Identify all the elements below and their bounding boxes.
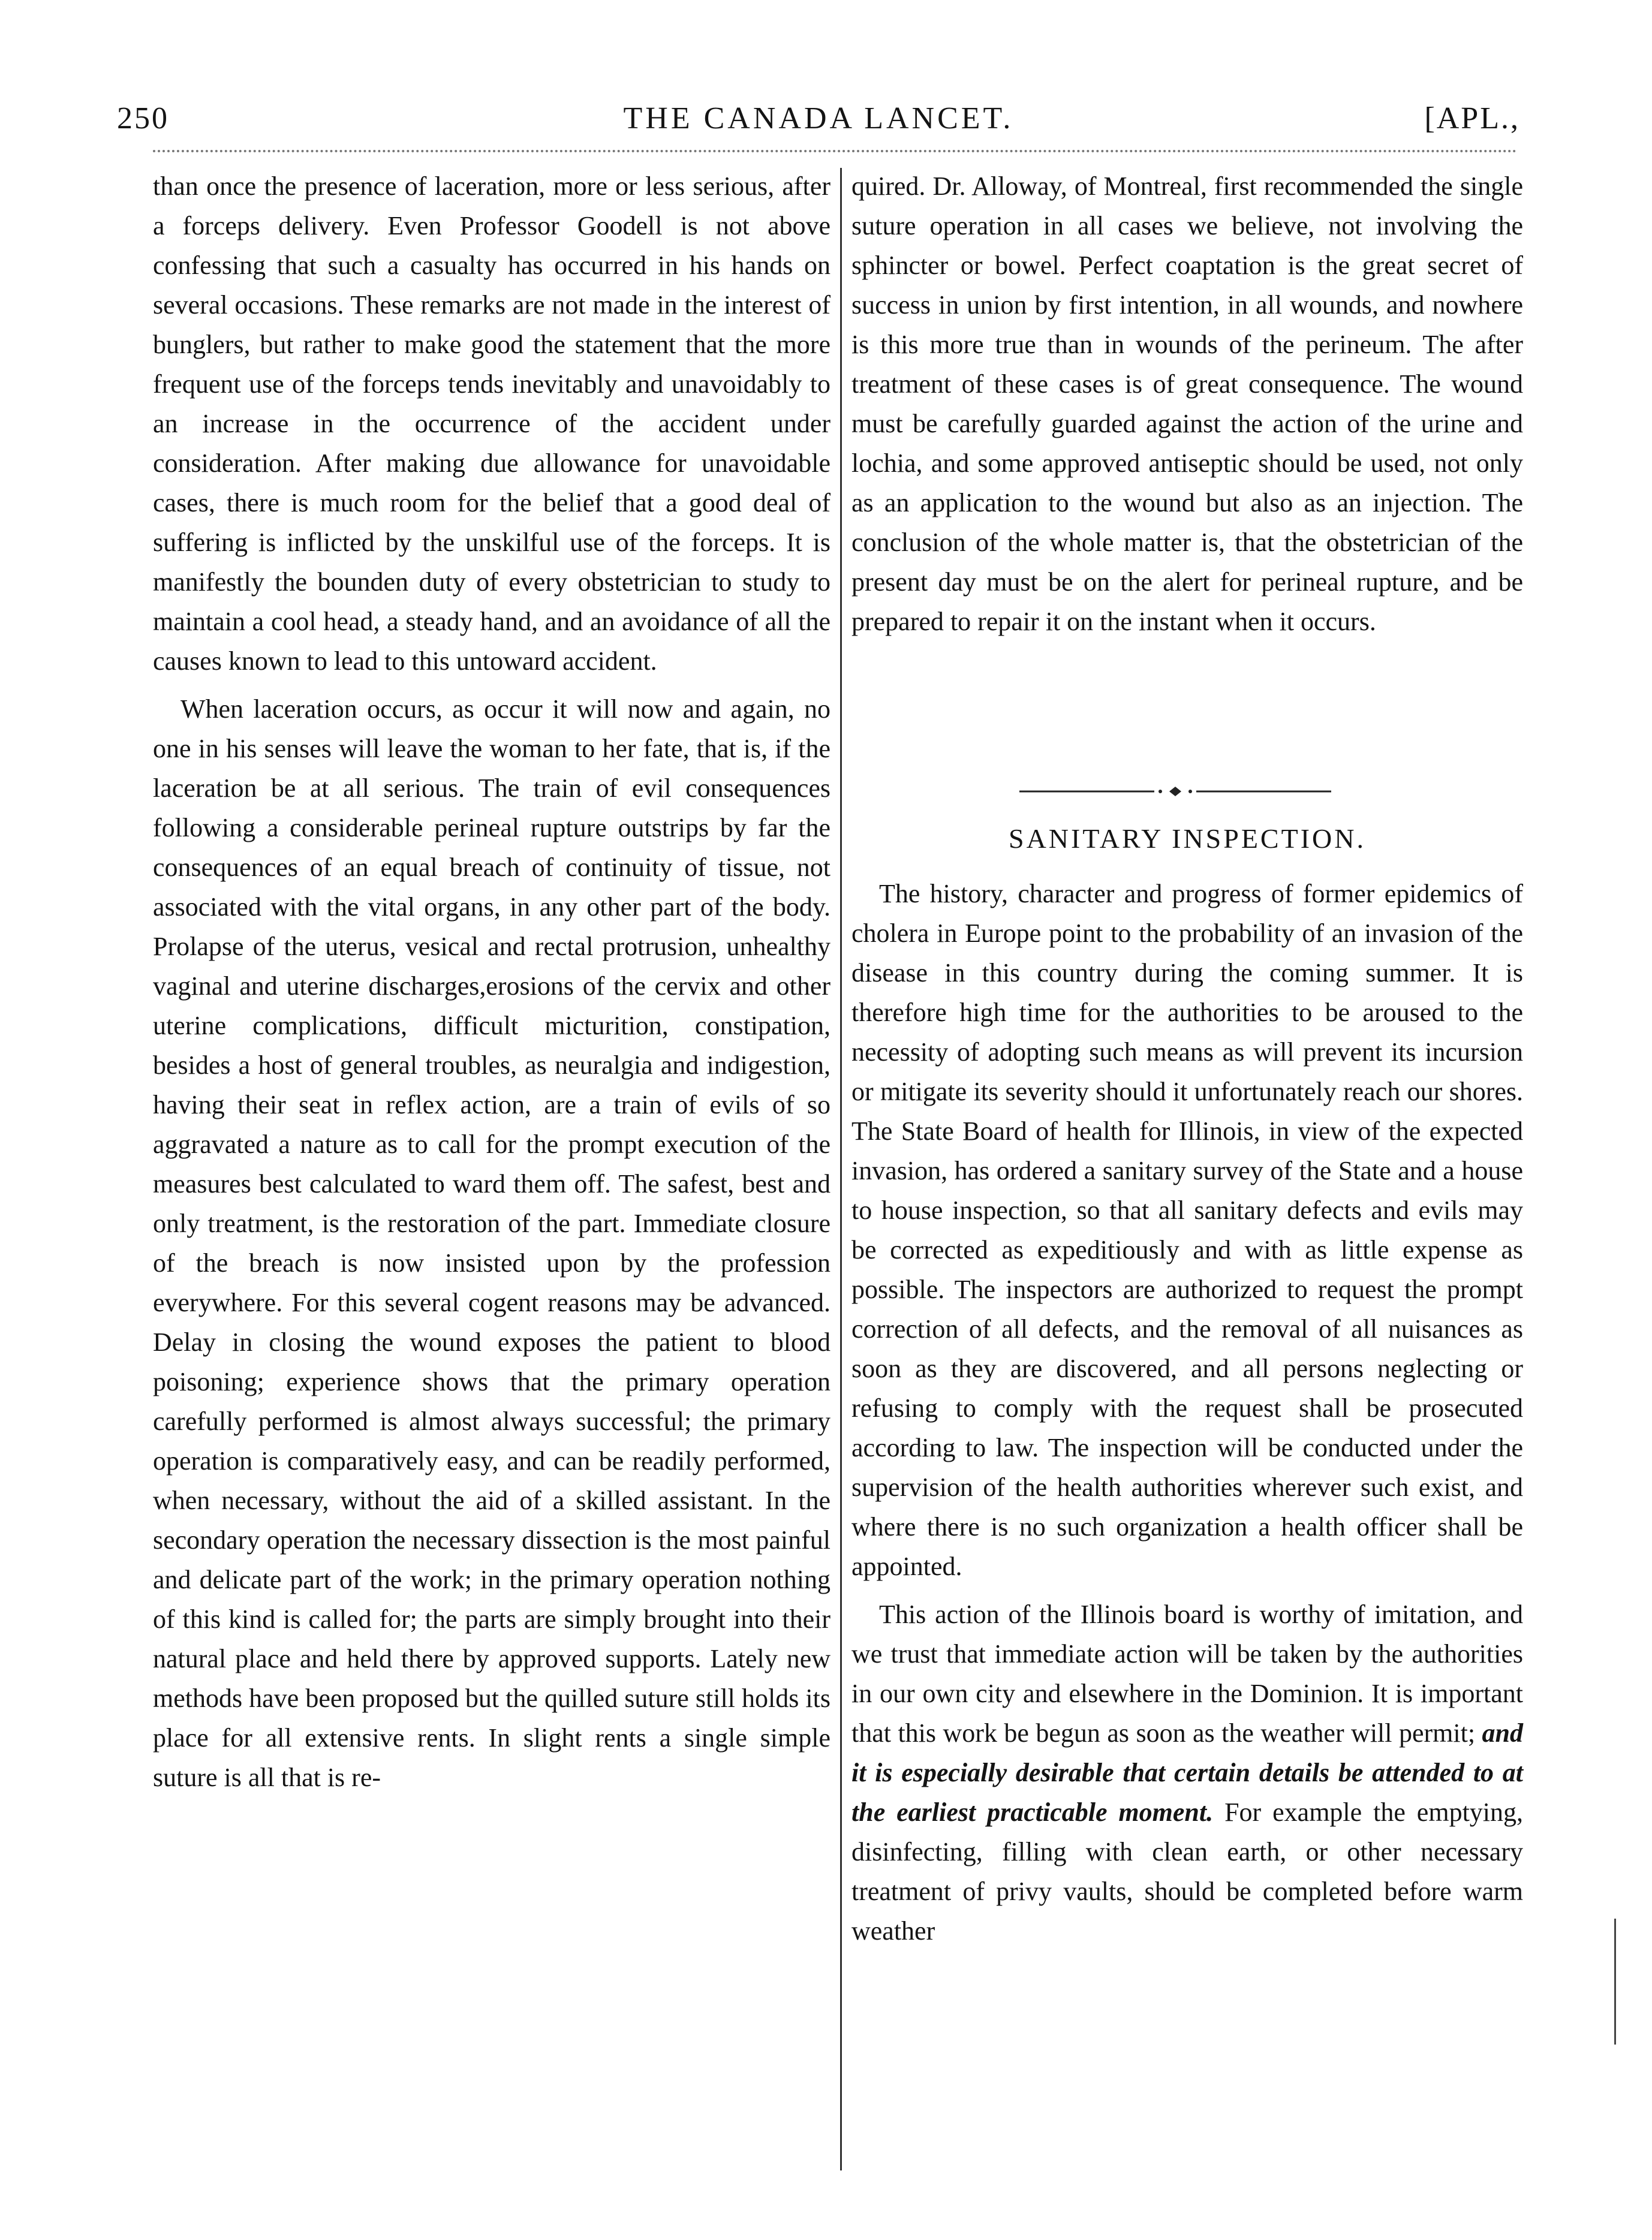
paragraph-continuation-right: quired. Dr. Alloway, of Montreal, first recommended the single suture operation in all cases we believe, not involving the sphincter or bowel. Perfect coaptation is the great secret of success in union by first intention, in all wounds, and nowhere is this more true than in wounds of the perineum. The after treatment of these cases is of great consequence. The wound must be carefully guarded against the action of the urine and lochia, and some approved antiseptic should be used, not only as an application to the wound but also as an injection. The conclusion of the whole matter is, that the obstetrician of the present day must be on the alert for perineal rupture, and be prepared to repair it on the instant when it occurs. [851,171,1523,636]
paragraph-illinois-start: This action of the Illinois board is worthy of imitation, and we trust that immediate action will be taken by the authorities in our own city and elsewhere in the Dominion. It is important that this work be begun as soon as the weather will permit; [851,1600,1523,1748]
paragraph-laceration-treatment: When laceration occurs, as occur it will now and again, no one in his senses will leave the woman to her fate, that is, if the laceration be at all serious. The train of evil consequences following a considerable perineal rupture outstrips by far the consequences of an equal breach of continuity of tissue, not associated with the vital organs, in any other part of the body. Prolapse of the uterus, vesical and rectal protrusion, unhealthy vaginal and uterine discharges,erosions of the cervix and other uterine complications, difficult micturition, constipation, besides a host of general troubles, as neuralgia and indigestion, having their seat in reflex action, are a train of evils of so aggravated a nature as to call for the prompt execution of the measures best calculated to ward them off. The safest, best and only treatment, is the restoration of the part. Immediate closure of the breach is now insisted upon by the profession everywhere. For this several cogent reasons may be advanced. Delay in closing the wound exposes the patient to blood poisoning; experience shows that the primary operation carefully performed is almost always successful; the primary operation is comparatively easy, and can be readily performed, when necessary, without the aid of a skilled assistant. In the secondary operation the necessary dissection is the most painful and delicate part of the work; in the primary operation nothing of this kind is called for; the parts are simply brought into their natural place and held there by approved supports. Lately new methods have been proposed but the quilled suture still holds its place for all extensive rents. In slight rents a single simple suture is all that is re- [153,694,830,1792]
journal-title: THE CANADA LANCET. [623,101,1014,136]
section-heading-sanitary-inspection: SANITARY INSPECTION. [1009,823,1366,854]
running-head [117,101,1520,149]
page-number: 250 [117,101,169,136]
paragraph-illinois-board [851,1595,1523,1951]
section-ornament-rule [1019,785,1331,797]
header-rule [153,150,1517,152]
paragraph-continuation: than once the presence of laceration, more or less serious, after a forceps delivery. Even Professor Goodell is not above confessing that such a casualty has occurred in his hands on several occasions. These remarks are not made in the interest of bunglers, but rather to make good the statement that the more frequent use of the forceps tends inevitably and unavoidably to an increase in the occurrence of the accident under consideration. After making due allowance for unavoidable cases, there is much room for the belief that a good deal of suffering is inflicted by the unskilful use of the forceps. It is manifestly the bounden duty of every obstetrician to study to maintain a cool head, a steady hand, and an avoidance of all the causes known to lead to this untoward accident. [153,171,830,676]
column-divider [840,168,842,2170]
paragraph-illinois-end: For example the emptying, disinfecting, filling with clean earth, or other necessary treatment of privy vaults, should be completed before warm weather [851,1798,1524,1946]
right-column-lower [851,874,1523,1951]
page-edge-mark [1614,1919,1616,2045]
right-column-upper [851,167,1523,642]
left-column [153,167,830,1798]
emphasized-sentence: and it is especially desirable that certain details be attended to at the earliest practicable moment. [851,1718,1523,1827]
paragraph-cholera-epidemics: The history, character and progress of former epidemics of cholera in Europe point to the probability of an invasion of the disease in this country during the coming summer. It is therefore high time for the authorities to be aroused to the necessity of adopting such means as will prevent its incursion or mitigate its severity should it unfortunately reach our shores. The State Board of health for Illinois, in view of the expected invasion, has ordered a sanitary survey of the State and a house to house inspection, so that all sanitary defects and evils may be corrected as expeditiously and with as little expense as possible. The inspectors are authorized to request the prompt correction of all defects, and the removal of all nuisances as soon as they are discovered, and all persons neglecting or refusing to comply with the request shall be prosecuted according to law. The inspection will be conducted under the supervision of the health authorities wherever such exist, and where there is no such organization a health officer shall be appointed. [851,879,1523,1581]
month-abbreviation: [APL., [1424,101,1520,136]
